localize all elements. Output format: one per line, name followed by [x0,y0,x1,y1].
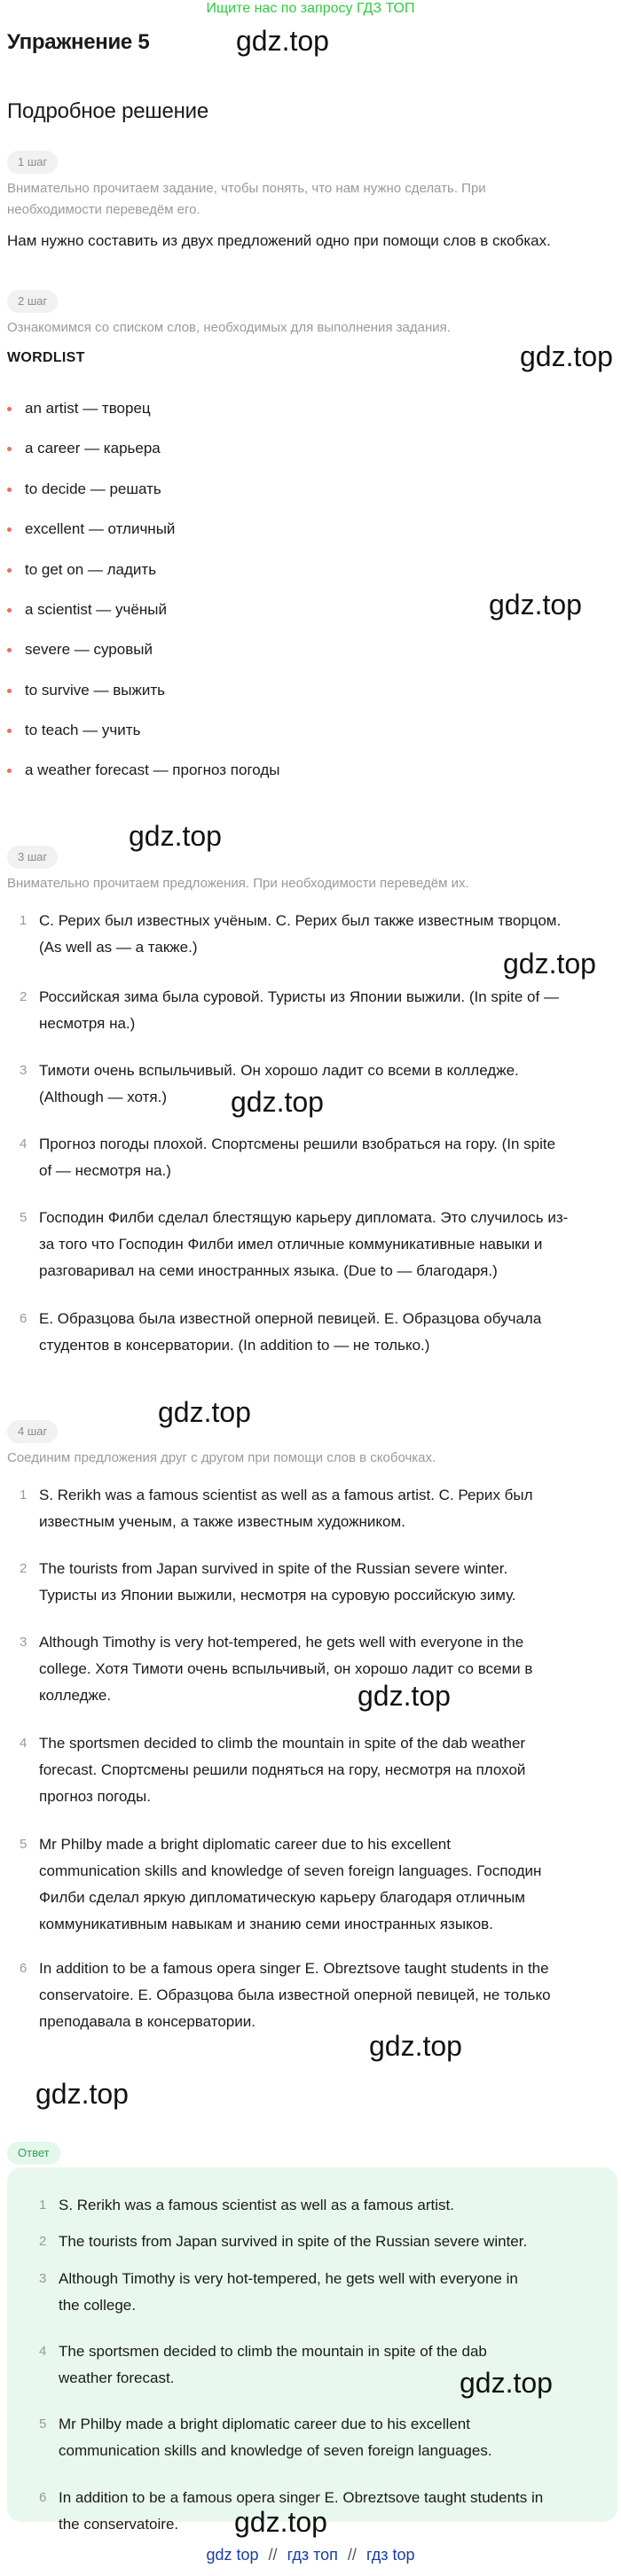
step-1-hint-line: необходимости переведём его. [7,202,200,217]
answer-item [39,2192,454,2219]
item-number: 6 [20,1961,28,1976]
section-title: Подробное решение [7,99,209,123]
wordlist-item: to teach — учить [25,722,141,738]
item-line: of — несмотря на.) [39,1162,171,1179]
item-line: The sportsmen decided to climb the mountain in spite of the dab weather [39,1735,526,1752]
step-badge-3: 3 шаг [7,846,58,869]
item-line: The tourists from Japan survived in spite of the Russian severe winter. [59,2233,528,2250]
wordlist-item: to get on — ладить [25,561,157,578]
item-line: Е. Образцова была известной оперной певицей. Е. Образцова обучала [39,1310,542,1327]
item-line: (As well as — а также.) [39,939,198,956]
item-line: Туристы из Японии выжили, несмотря на суровую российскую зиму. [39,1587,516,1604]
wordlist-item: an artist — творец [25,400,151,417]
item-line: студентов в консерватории. (In addition to — не только.) [39,1337,430,1354]
sentence-item [20,1131,556,1184]
wordlist-item: to survive — выжить [25,682,165,699]
footer-links [0,2546,621,2564]
sentence-item [20,1629,533,1709]
item-line: известным ученым, а также известным художником. [39,1513,405,1530]
step-1-hint-line: Внимательно прочитаем задание, чтобы понять, что нам нужно сделать. При [7,181,486,196]
item-line: коммуникативным навыкам и знанию семи иностранных языков. [39,1916,493,1932]
item-line: разговаривал на семи иностранных языка. (Due to — благодаря.) [39,1262,498,1279]
footer-link[interactable]: гдз топ [287,2546,338,2564]
watermark: gdz.top [236,25,329,57]
item-line: преподавала в консерватории. [39,2013,255,2030]
wordlist-item: severe — суровый [25,641,153,658]
item-line: Российская зима была суровой. Туристы из Японии выжили. (In spite of — [39,988,559,1005]
sentence-item [20,1306,542,1359]
item-line: the college. [59,2297,136,2314]
item-number: 3 [20,1063,28,1078]
item-number: 6 [39,2490,47,2505]
item-line: In addition to be a famous opera singer E. Obreztsove taught students in the [39,1960,549,1977]
watermark: gdz.top [489,589,582,621]
watermark: gdz.top [460,2367,553,2399]
answer-item [39,2266,518,2319]
step-1-text: Нам нужно составить из двух предложений одно при помощи слов в скобках. [7,232,551,249]
item-number: 2 [20,1561,28,1576]
exercise-title: Упражнение 5 [7,30,150,54]
item-number: 1 [39,2197,47,2213]
watermark: gdz.top [503,948,596,980]
sentence-item [20,1730,526,1810]
footer-link[interactable]: gdz top [206,2546,259,2564]
item-line: (Although — хотя.) [39,1089,167,1105]
item-line: forecast. Спортсмены решили подняться на гору, несмотря на плохой [39,1761,526,1778]
footer-separator: // [268,2546,278,2564]
watermark: gdz.top [358,1680,451,1712]
answer-item [39,2229,528,2255]
wordlist-title: WORDLIST [7,350,85,365]
item-line: несмотря на.) [39,1015,136,1032]
wordlist-item: a weather forecast — прогноз погоды [25,761,280,778]
sentence-item [20,1955,551,2035]
watermark: gdz.top [369,2030,462,2062]
answer-item [39,2338,487,2392]
watermark: gdz.top [158,1396,251,1428]
step-4-hint: Соединим предложения друг с другом при помощи слов в скобочках. [7,1450,436,1465]
wordlist-item: excellent — отличный [25,520,176,537]
item-line: Mr Philby made a bright diplomatic career due to his excellent [39,1836,451,1853]
item-line: S. Rerikh was a famous scientist as well as a famous artist. С. Рерих был [39,1487,533,1503]
sentence-item [20,984,559,1037]
item-line: In addition to be a famous opera singer E. Obreztsove taught students in [59,2489,544,2506]
item-number: 4 [20,1736,28,1751]
answer-item [39,2411,492,2464]
item-number: 2 [39,2234,47,2249]
step-badge-4: 4 шаг [7,1420,58,1443]
item-line: conservatoire. Е. Образцова была известной оперной певицей, не только [39,1987,551,2003]
item-line: Тимоти очень вспыльчивый. Он хорошо ладит со всеми в колледже. [39,1062,519,1079]
search-banner: Ищите нас по запросу ГДЗ ТОП [206,1,415,16]
item-line: колледже. [39,1687,112,1704]
item-number: 1 [20,1487,28,1503]
sentence-item [20,1831,542,1938]
wordlist-item: a scientist — учёный [25,601,167,618]
watermark: gdz.top [231,1086,324,1118]
watermark: gdz.top [35,2078,129,2110]
item-line: Прогноз погоды плохой. Спортсмены решили взобраться на гору. (In spite [39,1136,556,1152]
item-number: 3 [20,1635,28,1650]
wordlist-item: to decide — решать [25,480,161,497]
watermark: gdz.top [234,2506,327,2538]
item-number: 5 [20,1837,28,1852]
footer-separator: // [347,2546,357,2564]
sentence-item [20,1556,516,1609]
item-number: 5 [20,1210,28,1225]
answer-badge: Ответ [7,2142,60,2165]
sentence-item [20,908,562,961]
item-line: communication skills and knowledge of seven foreign languages. Господин [39,1862,542,1879]
footer-link[interactable]: гдз top [366,2546,415,2564]
watermark: gdz.top [129,820,222,852]
item-line: С. Рерих был известных учёным. С. Рерих был также известным творцом. [39,912,562,929]
step-3-hint: Внимательно прочитаем предложения. При необходимости переведём их. [7,876,469,891]
item-line: Филби сделал яркую дипломатическую карьеру благодаря отличным [39,1889,525,1906]
item-number: 5 [39,2416,47,2432]
item-number: 2 [20,989,28,1004]
item-number: 3 [39,2271,47,2286]
item-line: прогноз погоды. [39,1788,151,1805]
item-line: S. Rerikh was a famous scientist as well as a famous artist. [59,2197,454,2213]
item-line: за того что Господин Филби имел отличные коммуникативные навыки и [39,1236,543,1253]
sentence-item [20,1205,569,1284]
item-number: 4 [39,2344,47,2359]
item-line: weather forecast. [59,2369,175,2386]
item-line: Господин Филби сделал блестящую карьеру дипломата. Это случилось из- [39,1209,569,1226]
sentence-item [20,1482,533,1535]
item-line: Mr Philby made a bright diplomatic career due to his excellent [59,2416,470,2432]
item-line: communication skills and knowledge of seven foreign languages. [59,2442,492,2459]
item-line: Although Timothy is very hot-tempered, he gets well with everyone in the [39,1634,524,1651]
item-line: Although Timothy is very hot-tempered, he gets well with everyone in [59,2270,518,2287]
item-number: 1 [20,913,28,928]
step-badge-2: 2 шаг [7,290,58,313]
item-line: college. Хотя Тимоти очень вспыльчивый, он хорошо ладит со всеми в [39,1660,533,1677]
step-2-hint: Ознакомимся со списком слов, необходимых для выполнения задания. [7,320,451,335]
wordlist-item: a career — карьера [25,440,161,457]
item-number: 4 [20,1136,28,1151]
step-badge-1: 1 шаг [7,151,58,174]
item-line: The tourists from Japan survived in spite of the Russian severe winter. [39,1560,508,1577]
watermark: gdz.top [520,340,613,372]
item-line: the conservatoire. [59,2516,179,2533]
item-number: 6 [20,1311,28,1326]
item-line: The sportsmen decided to climb the mountain in spite of the dab [59,2343,487,2360]
